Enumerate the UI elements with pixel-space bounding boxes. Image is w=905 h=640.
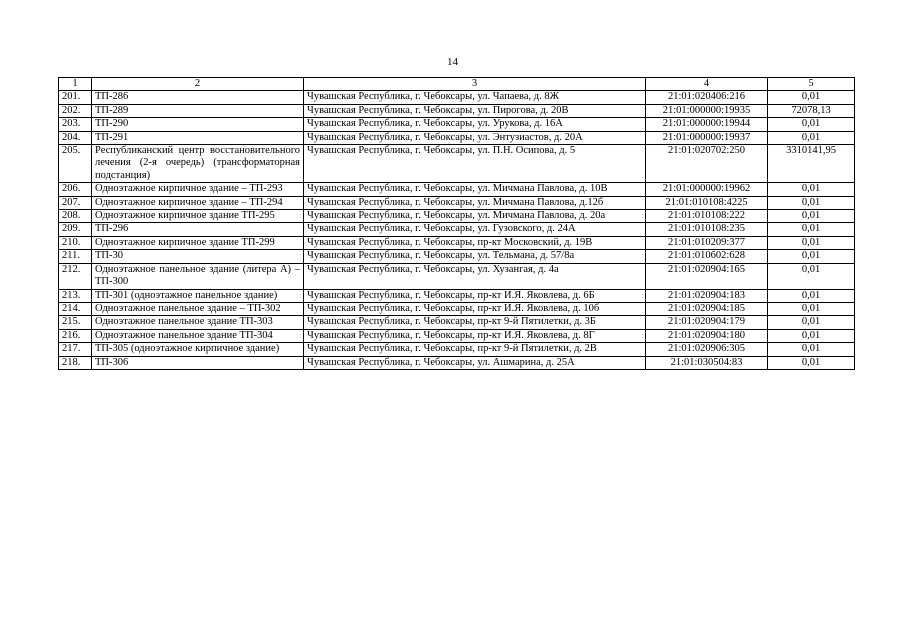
table-row (59, 289, 855, 302)
object-name-cell: ТП-286 (92, 91, 304, 104)
cadastral-number-cell: 21:01:030504:83 (646, 356, 768, 369)
value-cell: 72078,13 (768, 104, 855, 117)
object-name-cell: Одноэтажное панельное здание (литера А) – ТП-300 (92, 263, 304, 289)
object-name-cell: ТП-296 (92, 223, 304, 236)
value-cell: 0,01 (768, 302, 855, 315)
table-row (59, 210, 855, 223)
column-header-1: 1 (59, 78, 92, 91)
value-cell: 0,01 (768, 329, 855, 342)
row-number-cell: 208. (59, 210, 92, 223)
table-row (59, 250, 855, 263)
value-cell: 0,01 (768, 210, 855, 223)
property-registry-table (58, 77, 855, 370)
cadastral-number-cell: 21:01:010602:628 (646, 250, 768, 263)
address-cell: Чувашская Республика, г. Чебоксары, ул. Мичмана Павлова, д. 20а (304, 210, 646, 223)
row-number-cell: 204. (59, 131, 92, 144)
cadastral-number-cell: 21:01:010209:377 (646, 236, 768, 249)
address-cell: Чувашская Республика, г. Чебоксары, пр-кт 9-й Пятилетки, д. 3Б (304, 316, 646, 329)
row-number-cell: 214. (59, 302, 92, 315)
cadastral-number-cell: 21:01:020904:179 (646, 316, 768, 329)
value-cell: 0,01 (768, 91, 855, 104)
address-cell: Чувашская Республика, г. Чебоксары, ул. Мичмана Павлова, д. 10В (304, 183, 646, 196)
address-cell: Чувашская Республика, г. Чебоксары, ул. Мичмана Павлова, д.12б (304, 196, 646, 209)
object-name-cell: ТП-289 (92, 104, 304, 117)
table-row (59, 118, 855, 131)
row-number-cell: 205. (59, 145, 92, 183)
column-header-4: 4 (646, 78, 768, 91)
row-number-cell: 217. (59, 343, 92, 356)
row-number-cell: 207. (59, 196, 92, 209)
table-row (59, 263, 855, 289)
object-name-cell: Одноэтажное кирпичное здание – ТП-293 (92, 183, 304, 196)
address-cell: Чувашская Республика, г. Чебоксары, ул. Пирогова, д. 20В (304, 104, 646, 117)
cadastral-number-cell: 21:01:010108:4225 (646, 196, 768, 209)
cadastral-number-cell: 21:01:010108:235 (646, 223, 768, 236)
object-name-cell: ТП-291 (92, 131, 304, 144)
row-number-cell: 211. (59, 250, 92, 263)
address-cell: Чувашская Республика, г. Чебоксары, пр-кт 9-й Пятилетки, д. 2В (304, 343, 646, 356)
value-cell: 0,01 (768, 236, 855, 249)
cadastral-number-cell: 21:01:000000:19937 (646, 131, 768, 144)
address-cell: Чувашская Республика, г. Чебоксары, пр-кт И.Я. Яковлева, д. 6Б (304, 289, 646, 302)
row-number-cell: 201. (59, 91, 92, 104)
address-cell: Чувашская Республика, г. Чебоксары, ул. Урукова, д. 16А (304, 118, 646, 131)
row-number-cell: 213. (59, 289, 92, 302)
table-row (59, 356, 855, 369)
value-cell: 0,01 (768, 250, 855, 263)
row-number-cell: 202. (59, 104, 92, 117)
column-header-2: 2 (92, 78, 304, 91)
address-cell: Чувашская Республика, г. Чебоксары, пр-кт Московский, д. 19В (304, 236, 646, 249)
object-name-cell: ТП-305 (одноэтажное кирпичное здание) (92, 343, 304, 356)
value-cell: 0,01 (768, 343, 855, 356)
object-name-cell: ТП-301 (одноэтажное панельное здание) (92, 289, 304, 302)
object-name-cell: Одноэтажное кирпичное здание – ТП-294 (92, 196, 304, 209)
cadastral-number-cell: 21:01:020906:305 (646, 343, 768, 356)
object-name-cell: Одноэтажное панельное здание ТП-304 (92, 329, 304, 342)
address-cell: Чувашская Республика, г. Чебоксары, ул. Чапаева, д. 8Ж (304, 91, 646, 104)
value-cell: 0,01 (768, 196, 855, 209)
row-number-cell: 216. (59, 329, 92, 342)
value-cell: 3310141,95 (768, 145, 855, 183)
table-row (59, 343, 855, 356)
page-number: 14 (447, 56, 458, 68)
object-name-cell: Одноэтажное панельное здание ТП-303 (92, 316, 304, 329)
value-cell: 0,01 (768, 223, 855, 236)
address-cell: Чувашская Республика, г. Чебоксары, ул. Гузовского, д. 24А (304, 223, 646, 236)
table-row (59, 91, 855, 104)
table-row (59, 236, 855, 249)
object-name-cell: Одноэтажное панельное здание – ТП-302 (92, 302, 304, 315)
address-cell: Чувашская Республика, г. Чебоксары, ул. Ашмарина, д. 25А (304, 356, 646, 369)
cadastral-number-cell: 21:01:020904:183 (646, 289, 768, 302)
value-cell: 0,01 (768, 289, 855, 302)
object-name-cell: ТП-290 (92, 118, 304, 131)
object-name-cell: Одноэтажное кирпичное здание ТП-299 (92, 236, 304, 249)
column-header-3: 3 (304, 78, 646, 91)
table-row (59, 104, 855, 117)
column-number-header-row (59, 78, 855, 91)
value-cell: 0,01 (768, 316, 855, 329)
value-cell: 0,01 (768, 183, 855, 196)
table-row (59, 145, 855, 183)
cadastral-number-cell: 21:01:000000:19935 (646, 104, 768, 117)
value-cell: 0,01 (768, 356, 855, 369)
cadastral-number-cell: 21:01:010108:222 (646, 210, 768, 223)
table-row (59, 183, 855, 196)
cadastral-number-cell: 21:01:020702:250 (646, 145, 768, 183)
value-cell: 0,01 (768, 263, 855, 289)
address-cell: Чувашская Республика, г. Чебоксары, ул. П.Н. Осипова, д. 5 (304, 145, 646, 183)
row-number-cell: 209. (59, 223, 92, 236)
row-number-cell: 210. (59, 236, 92, 249)
table-row (59, 223, 855, 236)
table-row (59, 302, 855, 315)
address-cell: Чувашская Республика, г. Чебоксары, пр-кт И.Я. Яковлева, д. 8Г (304, 329, 646, 342)
cadastral-number-cell: 21:01:020904:165 (646, 263, 768, 289)
row-number-cell: 218. (59, 356, 92, 369)
table-row (59, 329, 855, 342)
address-cell: Чувашская Республика, г. Чебоксары, ул. Тельмана, д. 57/8а (304, 250, 646, 263)
table-row (59, 316, 855, 329)
row-number-cell: 203. (59, 118, 92, 131)
cadastral-number-cell: 21:01:020904:180 (646, 329, 768, 342)
row-number-cell: 206. (59, 183, 92, 196)
table-row (59, 196, 855, 209)
object-name-cell: Республиканский центр восстановительного лечения (2-я очередь) (трансформаторная подстанция) (92, 145, 304, 183)
address-cell: Чувашская Республика, г. Чебоксары, пр-кт И.Я. Яковлева, д. 10б (304, 302, 646, 315)
value-cell: 0,01 (768, 131, 855, 144)
address-cell: Чувашская Республика, г. Чебоксары, ул. Энтузиастов, д. 20А (304, 131, 646, 144)
address-cell: Чувашская Республика, г. Чебоксары, ул. Хузангая, д. 4а (304, 263, 646, 289)
cadastral-number-cell: 21:01:020406:216 (646, 91, 768, 104)
object-name-cell: ТП-30 (92, 250, 304, 263)
object-name-cell: Одноэтажное кирпичное здание ТП-295 (92, 210, 304, 223)
cadastral-number-cell: 21:01:000000:19944 (646, 118, 768, 131)
table-row (59, 131, 855, 144)
object-name-cell: ТП-306 (92, 356, 304, 369)
value-cell: 0,01 (768, 118, 855, 131)
row-number-cell: 215. (59, 316, 92, 329)
cadastral-number-cell: 21:01:000000:19962 (646, 183, 768, 196)
cadastral-number-cell: 21:01:020904:185 (646, 302, 768, 315)
column-header-5: 5 (768, 78, 855, 91)
row-number-cell: 212. (59, 263, 92, 289)
